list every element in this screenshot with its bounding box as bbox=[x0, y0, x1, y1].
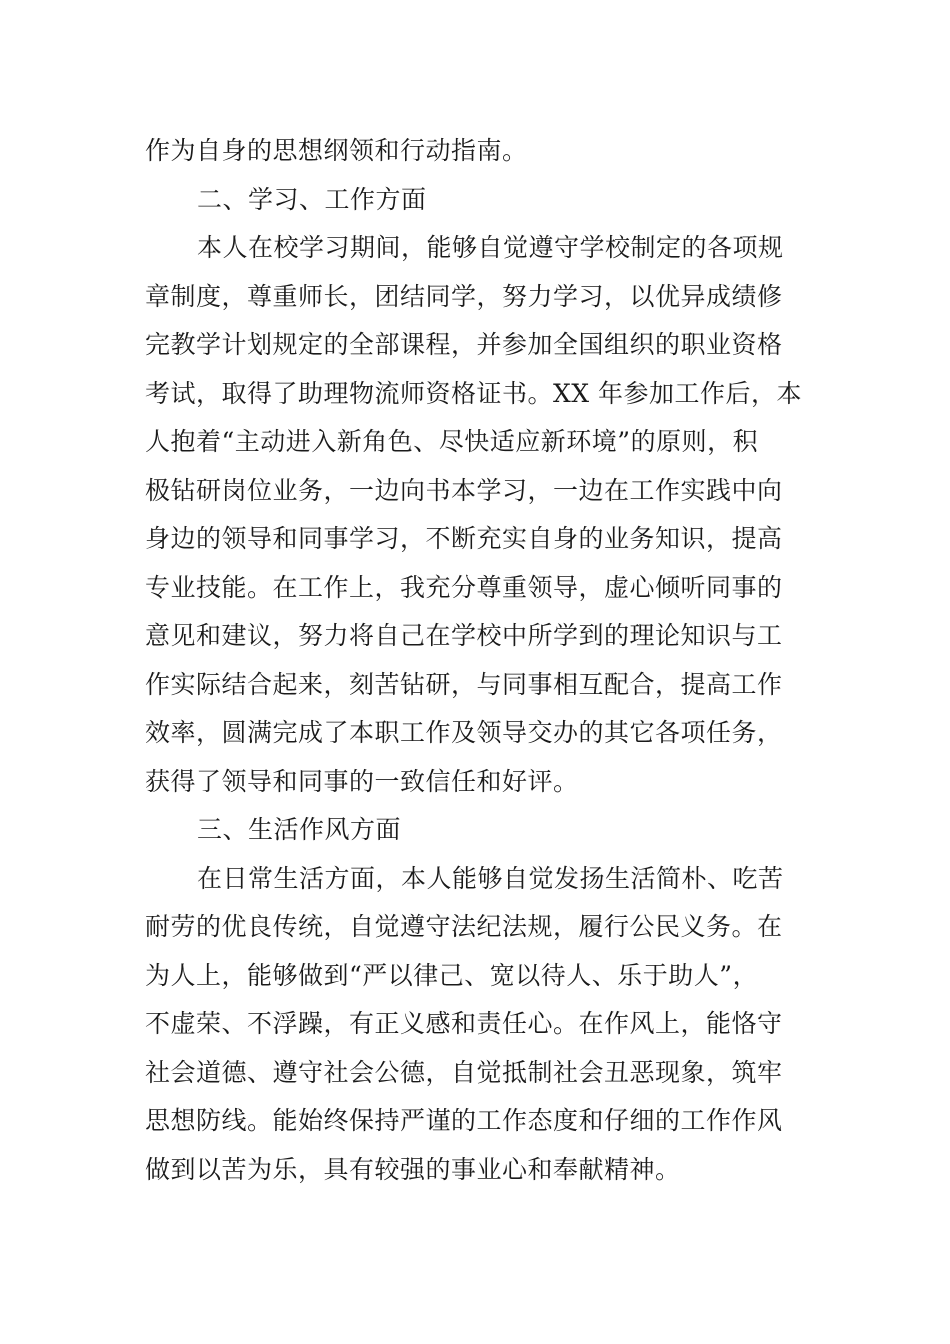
text-line: 专业技能。在工作上，我充分尊重领导，虚心倾听同事的 bbox=[145, 572, 783, 602]
text-line: 在日常生活方面，本人能够自觉发扬生活简朴、吃苦 bbox=[197, 863, 784, 893]
text-line: 作实际结合起来，刻苦钻研，与同事相互配合，提高工作 bbox=[145, 669, 783, 699]
text-line: 效率，圆满完成了本职工作及领导交办的其它各项任务， bbox=[145, 718, 783, 747]
text-line: 不虚荣、不浮躁，有正义感和责任心。在作风上，能恪守 bbox=[145, 1009, 783, 1038]
text-line: 本人在校学习期间，能够自觉遵守学校制定的各项规 bbox=[197, 233, 784, 262]
document-body bbox=[145, 127, 807, 1194]
text-line: 人抱着“主动进入新角色、尽快适应新环境”的原则，积 bbox=[145, 427, 759, 456]
text-line: 章制度，尊重师长，团结同学，努力学习，以优异成绩修 bbox=[145, 281, 783, 311]
text-line: 完教学计划规定的全部课程，并参加全国组织的职业资格 bbox=[145, 330, 783, 359]
text-line: 社会道德、遵守社会公德，自觉抵制社会丑恶现象，筑牢 bbox=[145, 1057, 783, 1087]
text-line: 思想防线。能始终保持严谨的工作态度和仔细的工作作风 bbox=[145, 1106, 783, 1135]
text-line: 为人上，能够做到“严以律己、宽以待人、乐于助人”， bbox=[145, 960, 759, 990]
text-line: 做到以苦为乐，具有较强的事业心和奉献精神。 bbox=[145, 1154, 681, 1184]
text-line: 意见和建议，努力将自己在学校中所学到的理论知识与工 bbox=[145, 621, 783, 650]
section-heading: 三、生活作风方面 bbox=[197, 815, 402, 844]
text-line: 极钻研岗位业务，一边向书本学习，一边在工作实践中向 bbox=[145, 475, 783, 505]
section-heading: 二、学习、工作方面 bbox=[197, 184, 427, 214]
text-line: 考试，取得了助理物流师资格证书。XX 年参加工作后，本 bbox=[145, 378, 803, 408]
text-line: 身边的领导和同事学习，不断充实自身的业务知识，提高 bbox=[145, 524, 783, 553]
text-line: 作为自身的思想纲领和行动指南。 bbox=[145, 136, 528, 165]
text-line: 耐劳的优良传统，自觉遵守法纪法规，履行公民义务。在 bbox=[145, 912, 783, 941]
text-line: 获得了领导和同事的一致信任和好评。 bbox=[145, 766, 579, 796]
